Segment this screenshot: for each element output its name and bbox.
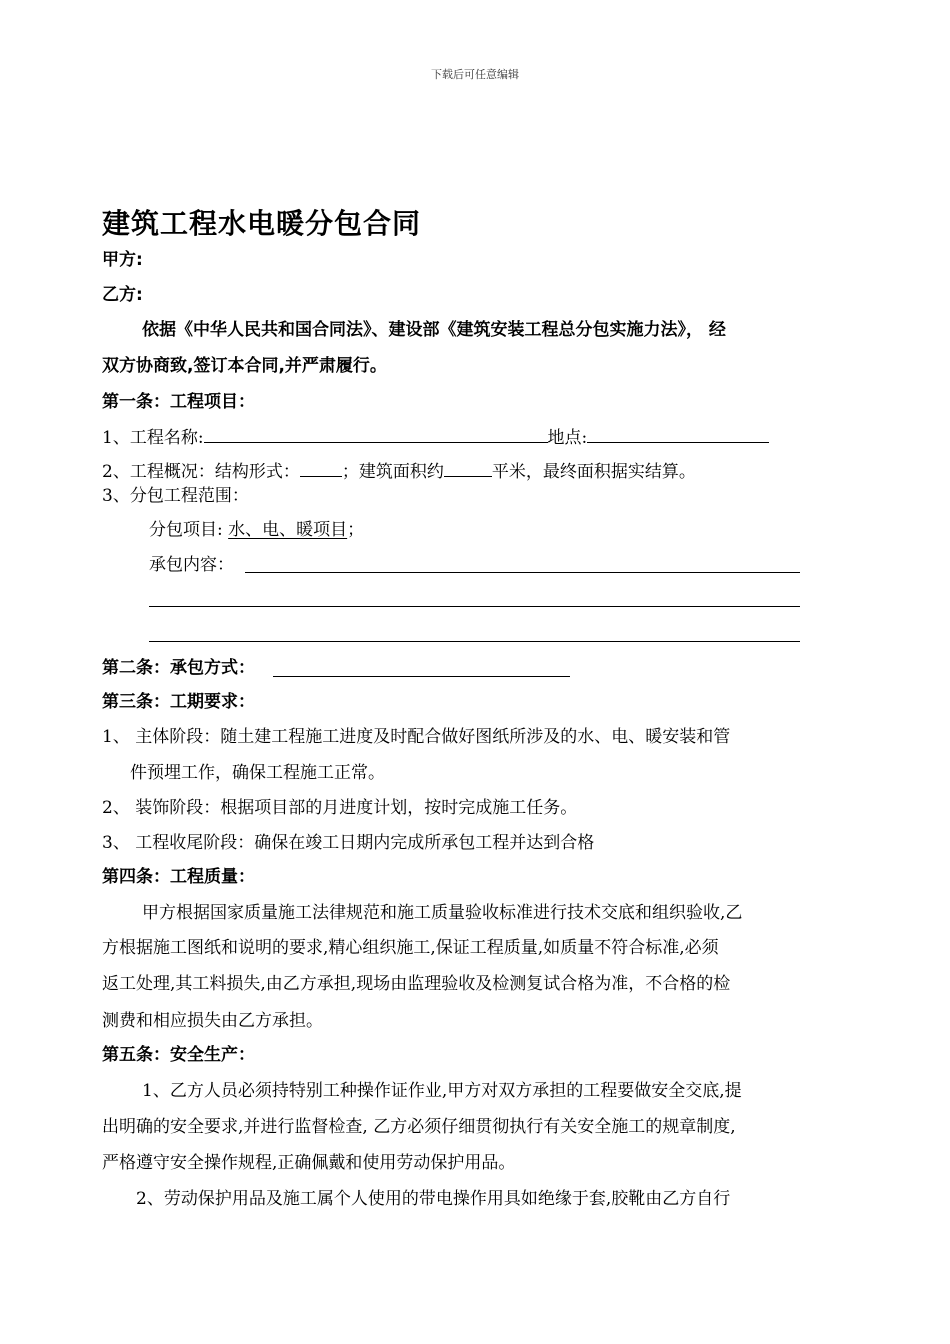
quality-line-4: 测费和相应损失由乙方承担。 [102,1011,323,1031]
article-5-heading: 第五条：安全生产： [102,1045,255,1065]
schedule-item-1-line-1: 1、 主体阶段：随土建工程施工进度及时配合做好图纸所涉及的水、电、暖安装和管 [102,727,731,747]
schedule-item-2: 2、 装饰阶段：根据项目部的月进度计划，按时完成施工任务。 [102,798,578,818]
building-area-blank [444,458,492,477]
contract-content-line-1 [245,572,800,573]
safety-line-2: 出明确的安全要求,并进行监督检查, 乙方必须仔细贯彻执行有关安全施工的规章制度, [102,1117,736,1137]
overview-area-unit: 平米，最终面积据实结算。 [491,462,696,482]
party-b-label: 乙方: [102,285,143,305]
project-overview-row [102,458,696,484]
document-title: 建筑工程水电暖分包合同 [102,207,422,240]
party-a-label: 甲方: [102,250,143,270]
article-4-heading: 第四条：工程质量： [102,867,255,887]
contract-method-blank [273,676,570,677]
intro-line-1: 依据《中华人民共和国合同法》、建设部《建筑安装工程总分包实施力法》， 经 [142,320,726,340]
project-location-label: 地点: [547,428,588,448]
schedule-item-3: 3、 工程收尾阶段：确保在竣工日期内完成所承包工程并达到合格 [102,833,595,853]
quality-line-3: 返工处理,其工料损失,由乙方承担,现场由监理验收及检测复试合格为准，不合格的检 [102,974,731,994]
safety-line-1: 1、乙方人员必须持特别工种操作证作业,甲方对双方承担的工程要做安全交底,提 [142,1081,742,1101]
article-1-heading: 第一条：工程项目： [102,392,255,412]
safety-line-3: 严格遵守安全操作规程,正确佩戴和使用劳动保护用品。 [102,1153,516,1173]
article-3-heading: 第三条：工期要求： [102,692,255,712]
project-name-blank [204,424,548,443]
contract-content-line-2 [149,606,800,607]
contract-content-label: 承包内容： [149,555,234,575]
project-name-label: 1、工程名称: [102,428,204,448]
safety-line-4: 2、劳动保护用品及施工属个人使用的带电操作用具如绝缘于套,胶靴由乙方自行 [136,1189,731,1209]
subcontract-items-value: 水、电、暖项目 [228,520,348,540]
schedule-item-1-line-2: 件预埋工作，确保工程施工正常。 [130,763,385,783]
scope-heading: 3、分包工程范围： [102,486,249,506]
overview-area-label: ；建筑面积约 [341,462,444,482]
contract-content-line-3 [149,641,800,642]
overview-structure-label: 2、工程概况：结构形式： [102,462,300,482]
intro-line-2: 双方协商致,签订本合同,并严肃履行。 [102,356,387,376]
structure-form-blank [300,458,342,477]
subcontract-items-row [149,518,364,542]
subcontract-items-end: ； [347,520,365,540]
quality-line-2: 方根据施工图纸和说明的要求,精心组织施工,保证工程质量,如质量不符合标准,必须 [102,938,719,958]
page-header-note: 下载后可任意编辑 [431,68,519,81]
quality-line-1: 甲方根据国家质量施工法律规范和施工质量验收标准进行技术交底和组织验收,乙 [142,903,743,923]
project-name-row [102,424,769,450]
article-2-heading: 第二条：承包方式： [102,658,255,678]
project-location-blank [587,424,769,443]
subcontract-items-label: 分包项目: [149,520,229,540]
